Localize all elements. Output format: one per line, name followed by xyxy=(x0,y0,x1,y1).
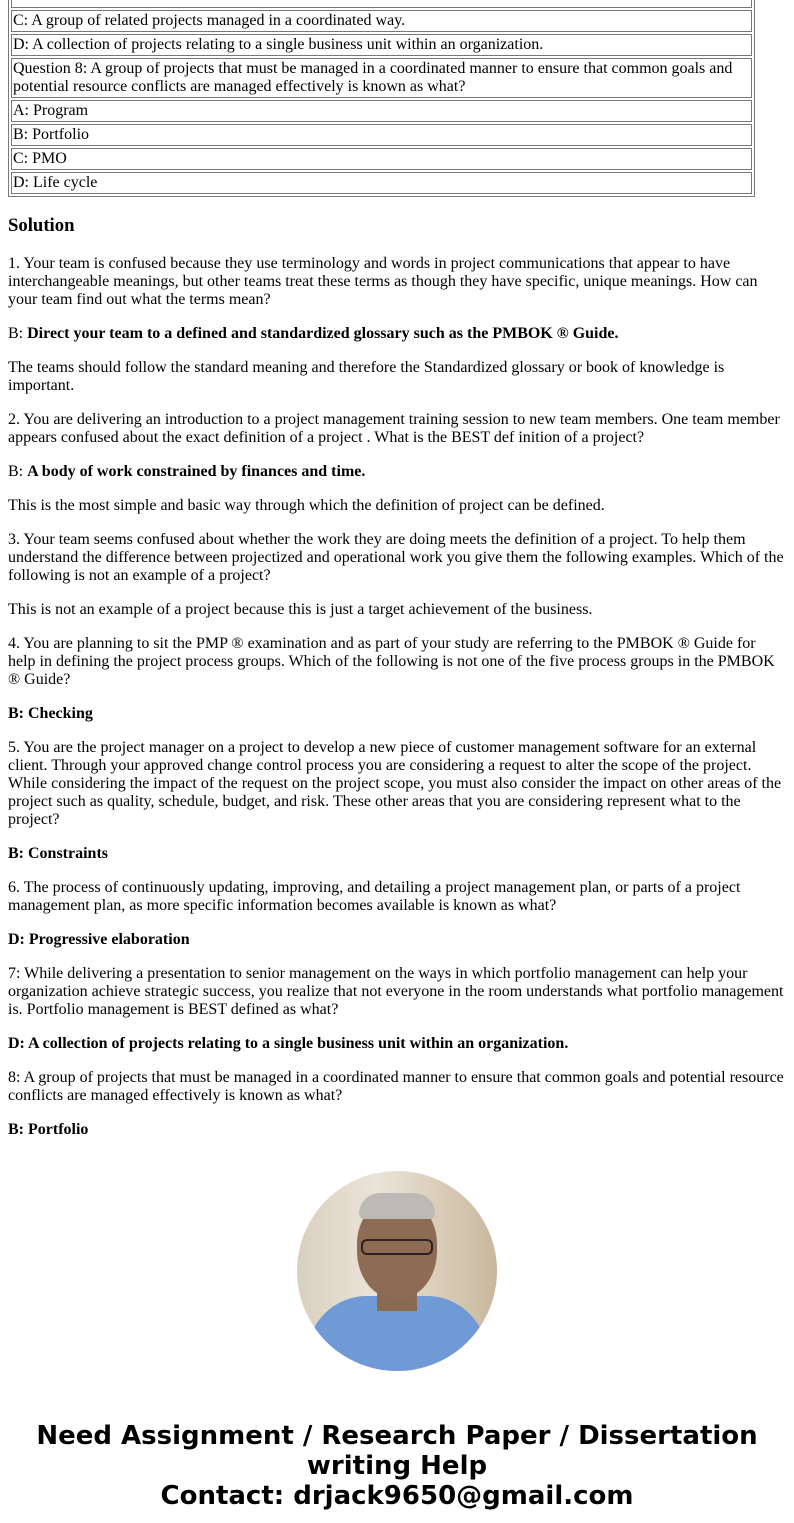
answer-1 xyxy=(8,325,786,343)
answer-7: D: A collection of projects relating to a single business unit within an organization. xyxy=(8,1035,569,1052)
answer-5: B: Constraints xyxy=(8,845,109,862)
answer-text: Direct your team to a defined and standardized glossary such as the PMBOK ® Guide. xyxy=(27,325,619,342)
question-7: 7: While delivering a presentation to senior management on the ways in which portfolio management can help your organization achieve strategic success, you realize that not everyone in the room understands what portfolio management is. Portfolio management is BEST defined as what? xyxy=(8,965,784,1018)
answer-text: A body of work constrained by finances and time. xyxy=(27,463,366,480)
explanation-3: This is not an example of a project because this is just a target achievement of the business. xyxy=(8,601,593,618)
answer-prefix: B: xyxy=(8,325,28,342)
glasses-icon xyxy=(361,1239,433,1255)
author-avatar xyxy=(297,1171,497,1371)
explanation-2: This is the most simple and basic way through which the definition of project can be defined. xyxy=(8,497,605,514)
table-cell xyxy=(11,0,752,8)
question-8: 8: A group of projects that must be managed in a coordinated manner to ensure that common goals and potential resource conflicts are managed effectively is known as what? xyxy=(8,1069,784,1104)
table-cell: A: Program xyxy=(11,100,752,122)
table-cell: D: Life cycle xyxy=(11,172,752,194)
answer-8: B: Portfolio xyxy=(8,1121,89,1138)
solution-heading: Solution xyxy=(8,215,75,236)
question-2: 2. You are delivering an introduction to a project management training session to new team members. One team member appears confused about the exact definition of a project . What is the BEST def inition of a project? xyxy=(8,411,780,446)
answer-prefix: B: xyxy=(8,463,28,480)
answer-2 xyxy=(8,463,786,481)
table-cell: D: A collection of projects relating to a single business unit within an organization. xyxy=(11,34,752,56)
help-text: Need Assignment / Research Paper / Dissertation writing Help xyxy=(36,1421,758,1481)
table-cell: C: PMO xyxy=(11,148,752,170)
contact-email: Contact: drjack9650@gmail.com xyxy=(160,1481,634,1511)
questions-table xyxy=(8,0,755,197)
question-5: 5. You are the project manager on a project to develop a new piece of customer management software for an external client. Through your approved change control process you are considering a request to alter the scope of the project. While considering the impact of the request on the project scope, you must also consider the impact on other areas of the project such as quality, schedule, budget, and risk. These other areas that you are considering represent what to the project? xyxy=(8,739,782,828)
question-4: 4. You are planning to sit the PMP ® examination and as part of your study are referring to the PMBOK ® Guide for help in defining the project process groups. Which of the following is not one of the five process groups in the PMBOK ® Guide? xyxy=(8,635,775,688)
explanation-1: The teams should follow the standard meaning and therefore the Standardized glossary or book of knowledge is important. xyxy=(8,359,725,394)
answer-6: D: Progressive elaboration xyxy=(8,931,190,948)
question-3: 3. Your team seems confused about whether the work they are doing meets the definition of a project. To help them understand the difference between projectized and operational work you give them the following examples. Which of the following is not an example of a project? xyxy=(8,531,784,584)
table-cell: B: Portfolio xyxy=(11,124,752,146)
question-6: 6. The process of continuously updating, improving, and detailing a project management plan, or parts of a project management plan, as more specific information becomes available is known as what? xyxy=(8,879,741,914)
table-cell: C: A group of related projects managed in a coordinated way. xyxy=(11,10,752,32)
answer-4: B: Checking xyxy=(8,705,93,722)
table-cell: Question 8: A group of projects that must be managed in a coordinated manner to ensure that common goals and potential resource conflicts are managed effectively is known as what? xyxy=(11,58,752,98)
question-1: 1. Your team is confused because they use terminology and words in project communications that appear to have interchangeable meanings, but other teams treat these terms as though they have specific, unique meanings. How can your team find out what the terms mean? xyxy=(8,255,758,308)
contact-banner xyxy=(8,1421,786,1511)
